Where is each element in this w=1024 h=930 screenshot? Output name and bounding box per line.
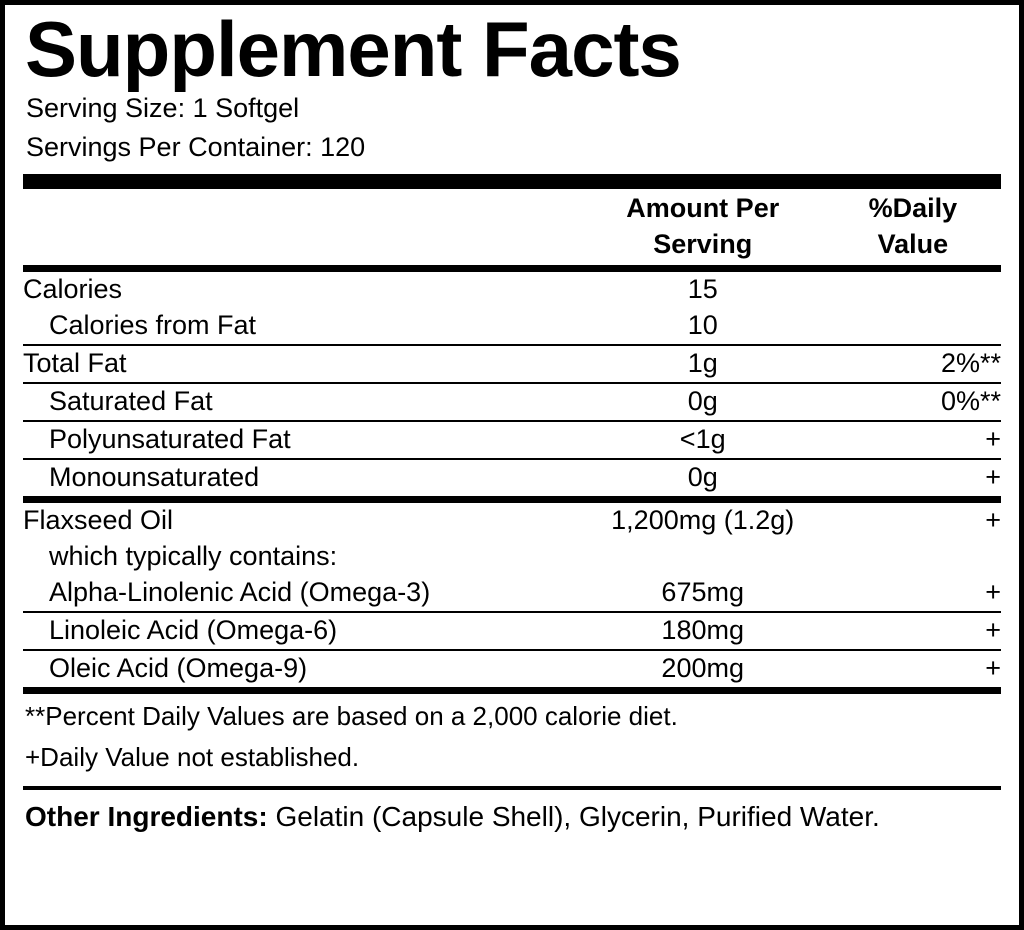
table-row [23,383,1001,421]
row-amount: 180mg [571,612,835,650]
row-amount: 675mg [571,575,835,612]
row-dv: + [835,612,1001,650]
row-dv: + [985,653,1001,684]
row-label: Calories [23,274,123,305]
row-dv [835,539,1001,575]
other-ingredients-label: Other Ingredients: [25,800,268,832]
header-dv-line1: %Daily [868,193,958,224]
row-label: Flaxseed Oil [23,505,174,536]
table-row [23,272,1001,308]
row-dv [835,308,1001,345]
divider-under-header [23,265,1001,272]
header-daily-value [835,189,1001,265]
serving-size: Serving Size: 1 Softgel [26,93,300,124]
row-amount: 200mg [661,653,744,684]
row-amount: 0g [571,383,835,421]
row-dv: 0%** [835,383,1001,421]
divider-mid [23,496,1001,503]
table-row [23,539,1001,575]
row-dv: + [985,505,1001,536]
header-amount-line2: Serving [653,228,753,259]
row-label: Monounsaturated [49,462,260,493]
row-amount: 0g [687,462,718,493]
nutrition-rows-bottom [23,503,1001,687]
table-row [23,575,1001,612]
row-amount: 10 [571,308,835,345]
table-row [23,503,1001,539]
nutrition-rows-top [23,272,1001,496]
row-amount: 15 [687,274,718,305]
divider-above-footnotes [23,687,1001,694]
table-row [23,459,1001,496]
row-label: Alpha-Linolenic Acid (Omega-3) [23,575,571,612]
header-nutrient [23,189,571,265]
row-label: Total Fat [23,345,571,383]
table-header-row [23,189,1001,265]
table-row [23,308,1001,345]
nutrition-table [23,189,1001,265]
row-label: which typically contains: [49,541,338,572]
row-dv [835,272,1001,308]
row-label: Oleic Acid (Omega-9) [49,653,308,684]
footnote-percent-daily-value: **Percent Daily Values are based on a 2,000 calorie diet. [25,701,678,732]
header-dv-line2: Value [877,228,949,259]
row-label: Polyunsaturated Fat [23,421,571,459]
table-row [23,612,1001,650]
table-row [23,421,1001,459]
row-label: Calories from Fat [23,308,571,345]
row-dv: 2%** [835,345,1001,383]
page-title: Supplement Facts [25,5,681,93]
row-dv: + [835,421,1001,459]
divider-above-other-ingredients [23,786,1001,790]
row-amount: <1g [571,421,835,459]
servings-per-container: Servings Per Container: 120 [26,131,366,162]
table-row [23,345,1001,383]
row-dv: + [985,462,1001,493]
other-ingredients [25,799,1001,836]
header-amount-per-serving [571,189,835,265]
row-amount: 1g [571,345,835,383]
table-row [23,650,1001,687]
footnote-daily-value-not-established: +Daily Value not established. [25,742,360,773]
row-amount: 1,200mg (1.2g) [611,505,795,536]
divider-thick-top [23,174,1001,189]
other-ingredients-text: Gelatin (Capsule Shell), Glycerin, Purified Water. [267,800,880,832]
row-amount [571,539,835,575]
row-label: Linoleic Acid (Omega-6) [23,612,571,650]
row-dv: + [835,575,1001,612]
row-label: Saturated Fat [23,383,571,421]
header-amount-line1: Amount Per [626,193,780,224]
